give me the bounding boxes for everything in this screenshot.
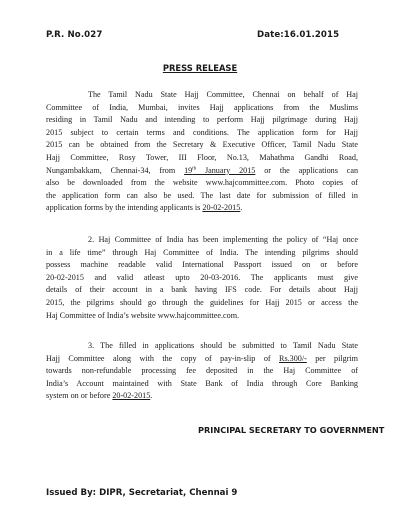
paragraph-line: also be downloaded from the website www.hajcommittee.com. Photo copies of	[46, 178, 358, 188]
title-text: PRESS RELEASE	[162, 63, 238, 73]
underlined-date	[184, 166, 255, 175]
paragraph-line: India’s Account maintained with State Bank of India through Core Banking	[46, 378, 358, 388]
text-segment: .	[240, 203, 243, 213]
signature-block: PRINCIPAL SECRETARY TO GOVERNMENT	[198, 425, 385, 435]
paragraph-line	[46, 390, 358, 403]
paragraph-line	[46, 353, 358, 366]
document-title	[0, 63, 400, 73]
paragraph-line: The Tamil Nadu State Hajj Committee, Chennai on behalf of Haj	[88, 90, 358, 99]
text-segment: application forms by the intending applicants is	[46, 203, 203, 213]
paragraph-line: 2015, the pilgrims should go through the guidelines for Hajj 2015 or access the	[46, 297, 358, 307]
paragraph-1	[46, 89, 358, 215]
paragraph-line: Haj Committee of India’s website www.hajcommittee.com.	[46, 310, 240, 320]
paragraph-line: Hajj Committee, Rosy Tower, III Floor, No.13, Mahathma Gandhi Road,	[46, 152, 358, 162]
text-segment: 19	[184, 165, 193, 175]
paragraph-line: 2. Haj Committee of India has been implementing the policy of “Haj once	[88, 235, 358, 244]
paragraph-line: 20-02-2015 and valid atleast upto 20-03-2016. The applicants must give	[46, 272, 358, 282]
paragraph-line: possess machine readable valid International Passport issued on or before	[46, 260, 358, 270]
text-segment: Hajj Committee along with the copy of pay-in-slip of	[46, 353, 280, 363]
paragraph-line: towards non-refundable processing fee deposited in the Haj Committee of	[46, 366, 358, 376]
paragraph-line: 2015 subject to certain terms and conditions. The application form for Hajj	[46, 127, 358, 137]
release-date: Date:16.01.2015	[257, 30, 340, 40]
paragraph-line: details of their account in a bank having IFS code. For details about Hajj	[46, 285, 358, 295]
paragraph-2	[46, 234, 358, 322]
paragraph-line	[46, 202, 358, 215]
underlined-date: 20-02-2015	[112, 391, 151, 401]
paragraph-line: residing in Tamil Nadu and intending to perform Hajj pilgrimage during Hajj	[46, 115, 358, 125]
underlined-date: 20-02-2015	[202, 203, 241, 213]
paragraph-line: in a life time” through Haj Committee of India. The intending pilgrims should	[46, 247, 358, 257]
text-segment: or the applications can	[255, 165, 358, 175]
paragraph-line: 3. The filled in applications should be submitted to Tamil Nadu State	[88, 341, 358, 350]
text-segment: January 2015	[196, 165, 256, 175]
text-segment: Nungambakkam, Chennai-34, from	[46, 165, 185, 175]
ordinal-suffix: th	[192, 165, 197, 171]
press-release-number: P.R. No.027	[46, 30, 103, 40]
paragraph-3	[46, 340, 358, 403]
underlined-amount: Rs.300/-	[279, 353, 307, 363]
paragraph-line	[46, 165, 358, 178]
paragraph-line: 2015 can be obtained from the Secretary & Executive Officer, Tamil Nadu State	[46, 140, 358, 150]
paragraph-line: the application form can also be used. The last date for submission of filled in	[46, 190, 358, 200]
paragraph-line: Committee of India, Mumbai, invites Hajj applications from the Muslims	[46, 102, 358, 112]
text-segment: .	[150, 391, 153, 401]
text-segment: per pilgrim	[306, 353, 358, 363]
issued-by: Issued By: DIPR, Secretariat, Chennai 9	[46, 488, 238, 498]
text-segment: system on or before	[46, 391, 113, 401]
